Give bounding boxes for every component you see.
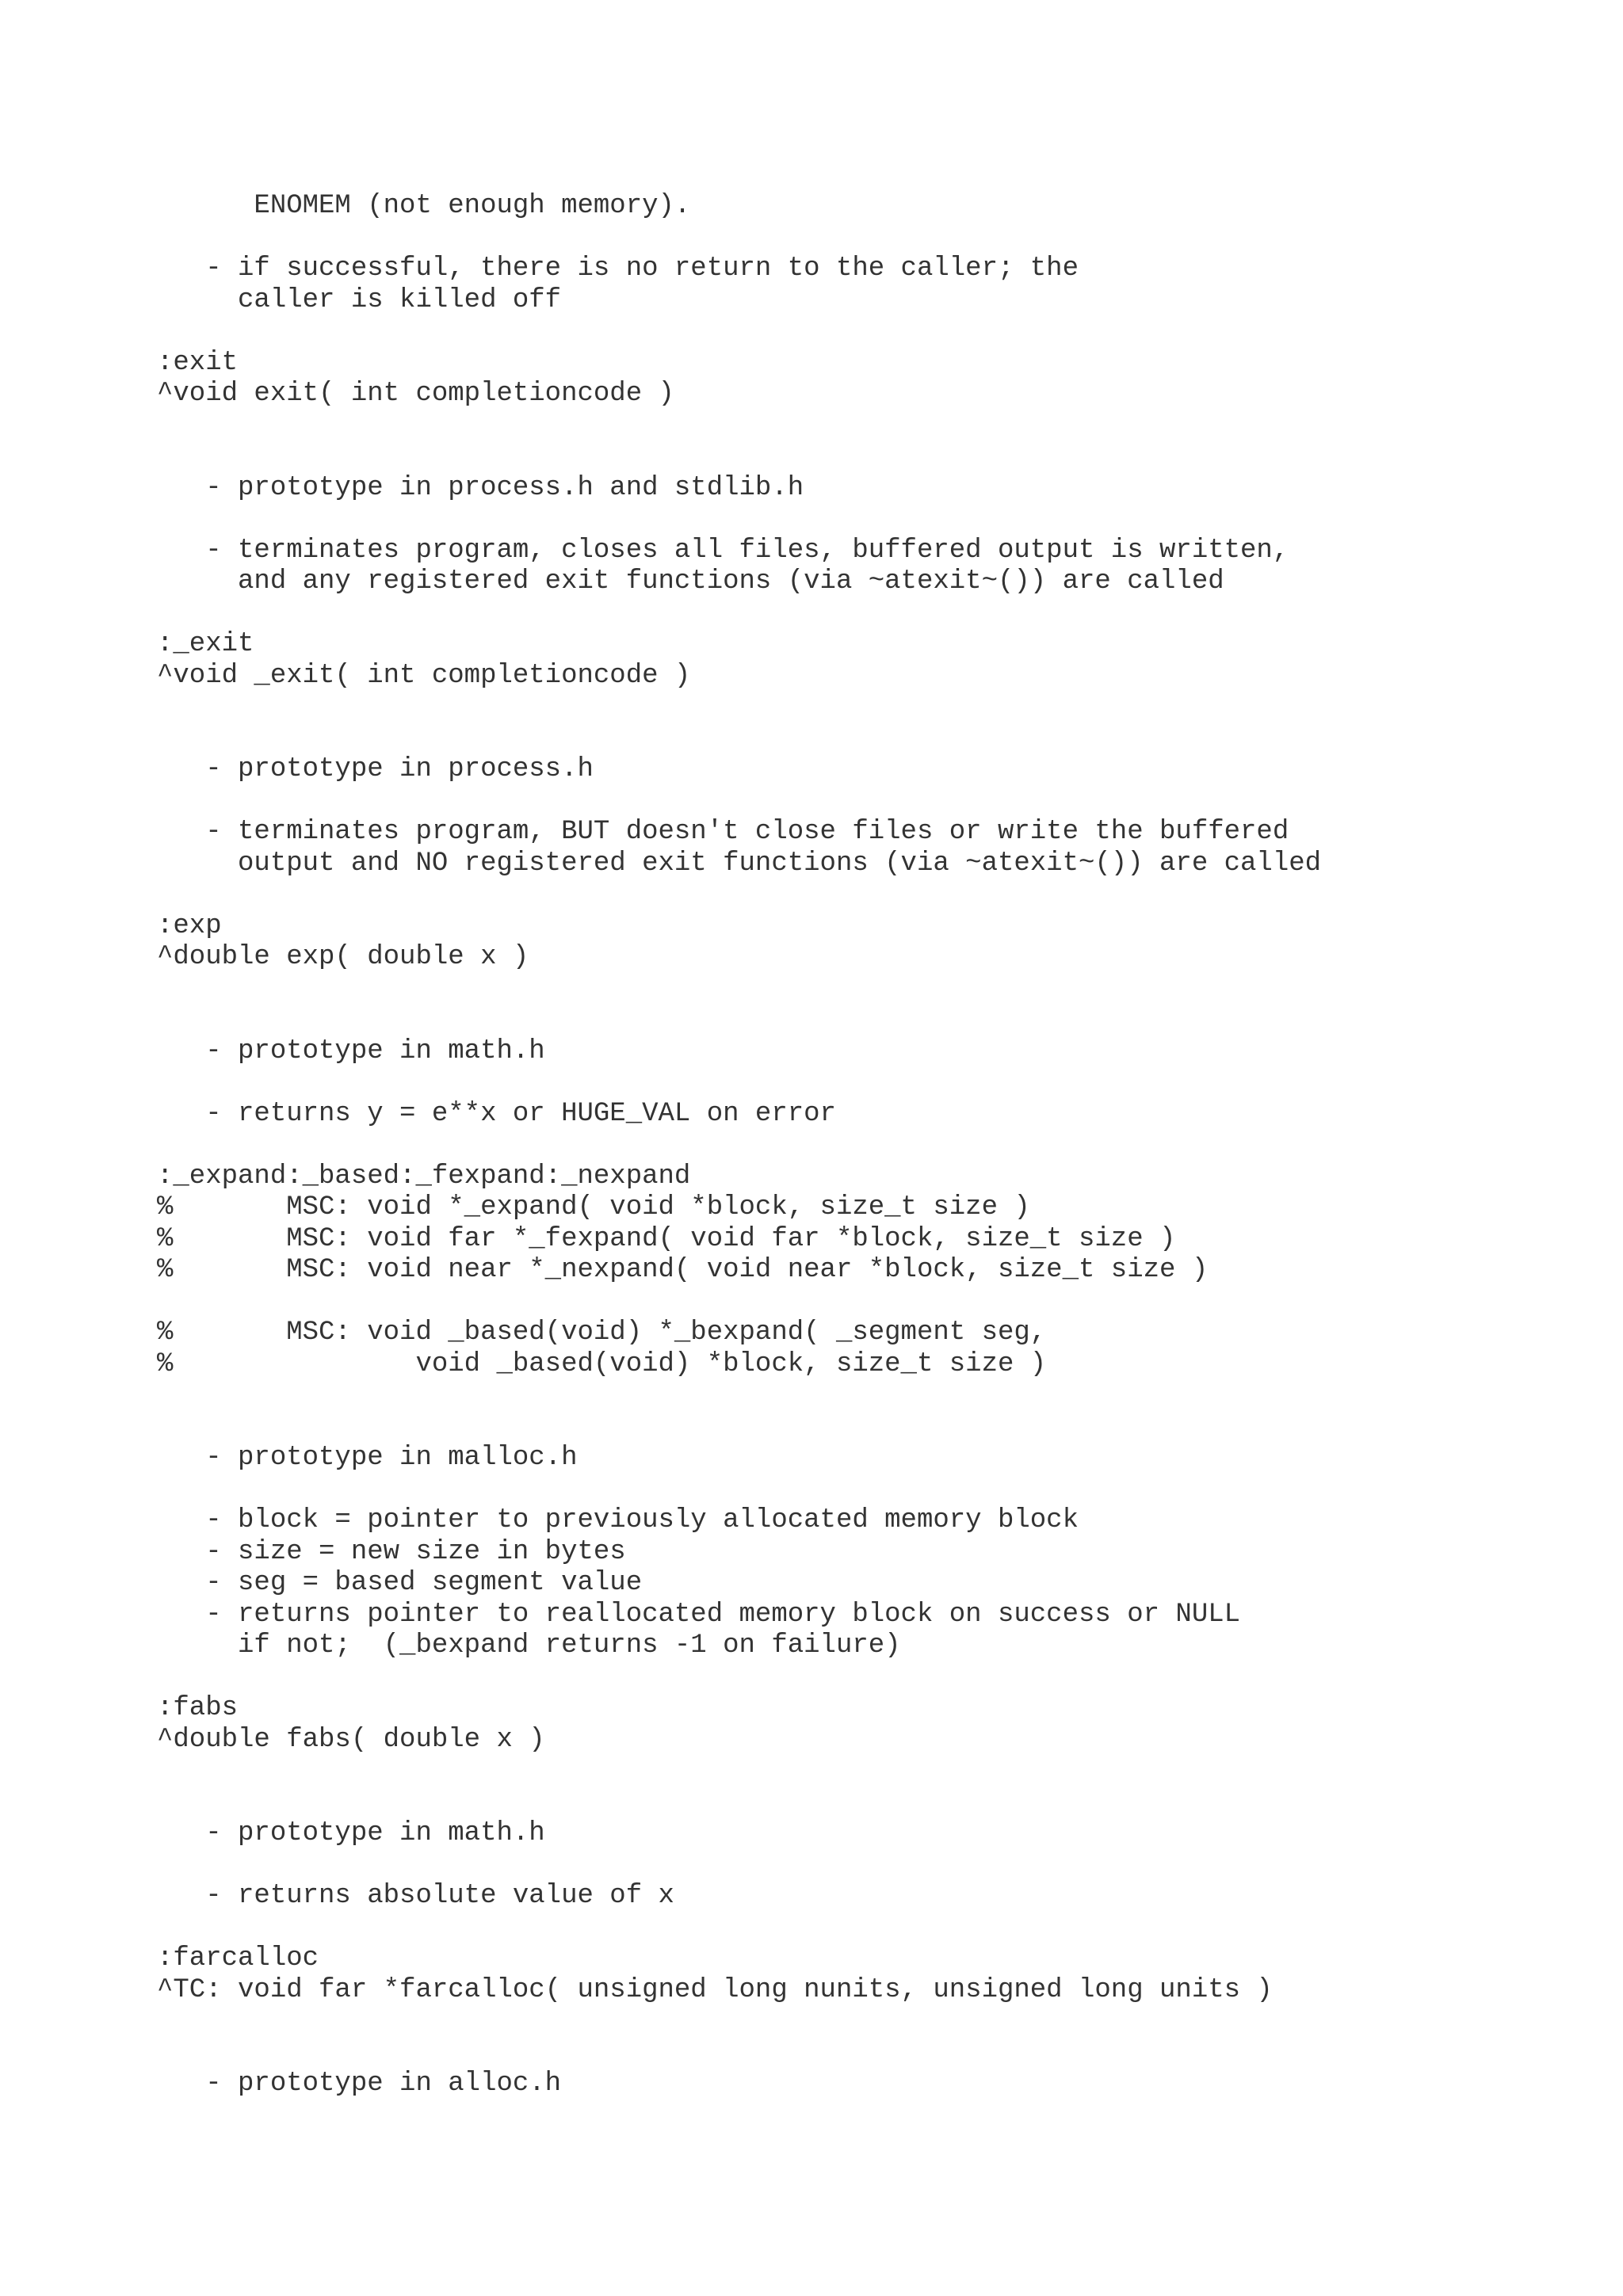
document-line	[157, 1412, 1321, 1444]
document-line: caller is killed off	[157, 284, 562, 315]
document-line: - terminates program, closes all files, buffered output is written,	[157, 535, 1289, 566]
document-line: - size = new size in bytes	[157, 1536, 626, 1567]
document-line: ^TC: void far *farcalloc( unsigned long nunits, unsigned long units )	[157, 1974, 1273, 2005]
document-line	[157, 1662, 1321, 1694]
document-line: and any registered exit functions (via ~atexit~()) are called	[157, 566, 1224, 597]
document-line	[157, 598, 1321, 630]
document-line: - if successful, there is no return to the caller; the	[157, 254, 1079, 284]
document-line: :exit	[157, 347, 239, 378]
document-line: if not; (_bexpand returns -1 on failure)	[157, 1630, 901, 1661]
document-line: - prototype in alloc.h	[157, 2069, 562, 2099]
document-line: :fabs	[157, 1693, 239, 1723]
document-line: - prototype in math.h	[157, 1818, 545, 1848]
document-line: :_expand:_based:_fexpand:_nexpand	[157, 1161, 691, 1192]
document-line	[157, 1787, 1321, 1819]
document-line	[157, 1474, 1321, 1506]
document-line	[157, 316, 1321, 348]
document-line: ^void _exit( int completioncode )	[157, 660, 691, 691]
document-line	[157, 1287, 1321, 1318]
document-line	[157, 1913, 1321, 1944]
document-line: - returns pointer to reallocated memory block on success or NULL	[157, 1599, 1241, 1630]
document-line: - prototype in math.h	[157, 1035, 545, 1066]
document-line	[157, 223, 1321, 254]
document-line	[157, 879, 1321, 911]
document-line: output and NO registered exit functions (via ~atexit~()) are called	[157, 848, 1322, 879]
document-line: - seg = based segment value	[157, 1568, 643, 1598]
document-line	[157, 1756, 1321, 1787]
document-line: % MSC: void _based(void) *_bexpand( _segment seg,	[157, 1318, 1047, 1348]
document-line: :_exit	[157, 629, 254, 659]
document-line	[157, 1380, 1321, 1412]
document-line: ^double fabs( double x )	[157, 1724, 545, 1755]
document-line: - prototype in process.h	[157, 754, 594, 784]
document-line	[157, 974, 1321, 1005]
document-line: ^void exit( int completioncode )	[157, 379, 674, 409]
document-line: - block = pointer to previously allocated memory block	[157, 1505, 1079, 1535]
document-line	[157, 692, 1321, 723]
document-line	[157, 410, 1321, 442]
document-line	[157, 786, 1321, 818]
document-line	[157, 1005, 1321, 1036]
document-line: - prototype in process.h and stdlib.h	[157, 472, 804, 503]
document-line: :exp	[157, 910, 222, 941]
document-line	[157, 2038, 1321, 2069]
document-line	[157, 723, 1321, 755]
document-line: ^double exp( double x )	[157, 942, 529, 972]
document-line: :farcalloc	[157, 1943, 319, 1974]
document-line: % MSC: void near *_nexpand( void near *block, size_t size )	[157, 1255, 1209, 1285]
document-line: - returns y = e**x or HUGE_VAL on error	[157, 1098, 836, 1129]
document-line: - terminates program, BUT doesn't close files or write the buffered	[157, 817, 1289, 847]
document-body	[157, 191, 1321, 2100]
document-line	[157, 1850, 1321, 1882]
document-line: - returns absolute value of x	[157, 1881, 674, 1911]
document-line: % void _based(void) *block, size_t size )	[157, 1348, 1047, 1379]
document-line: % MSC: void far *_fexpand( void far *block, size_t size )	[157, 1223, 1176, 1254]
document-line	[157, 441, 1321, 473]
document-line: - prototype in malloc.h	[157, 1443, 578, 1473]
document-line	[157, 2006, 1321, 2038]
document-line: % MSC: void *_expand( void *block, size_t size )	[157, 1192, 1030, 1222]
document-line: ENOMEM (not enough memory).	[157, 191, 691, 221]
document-line	[157, 1067, 1321, 1099]
document-line	[157, 1130, 1321, 1161]
document-line	[157, 504, 1321, 536]
